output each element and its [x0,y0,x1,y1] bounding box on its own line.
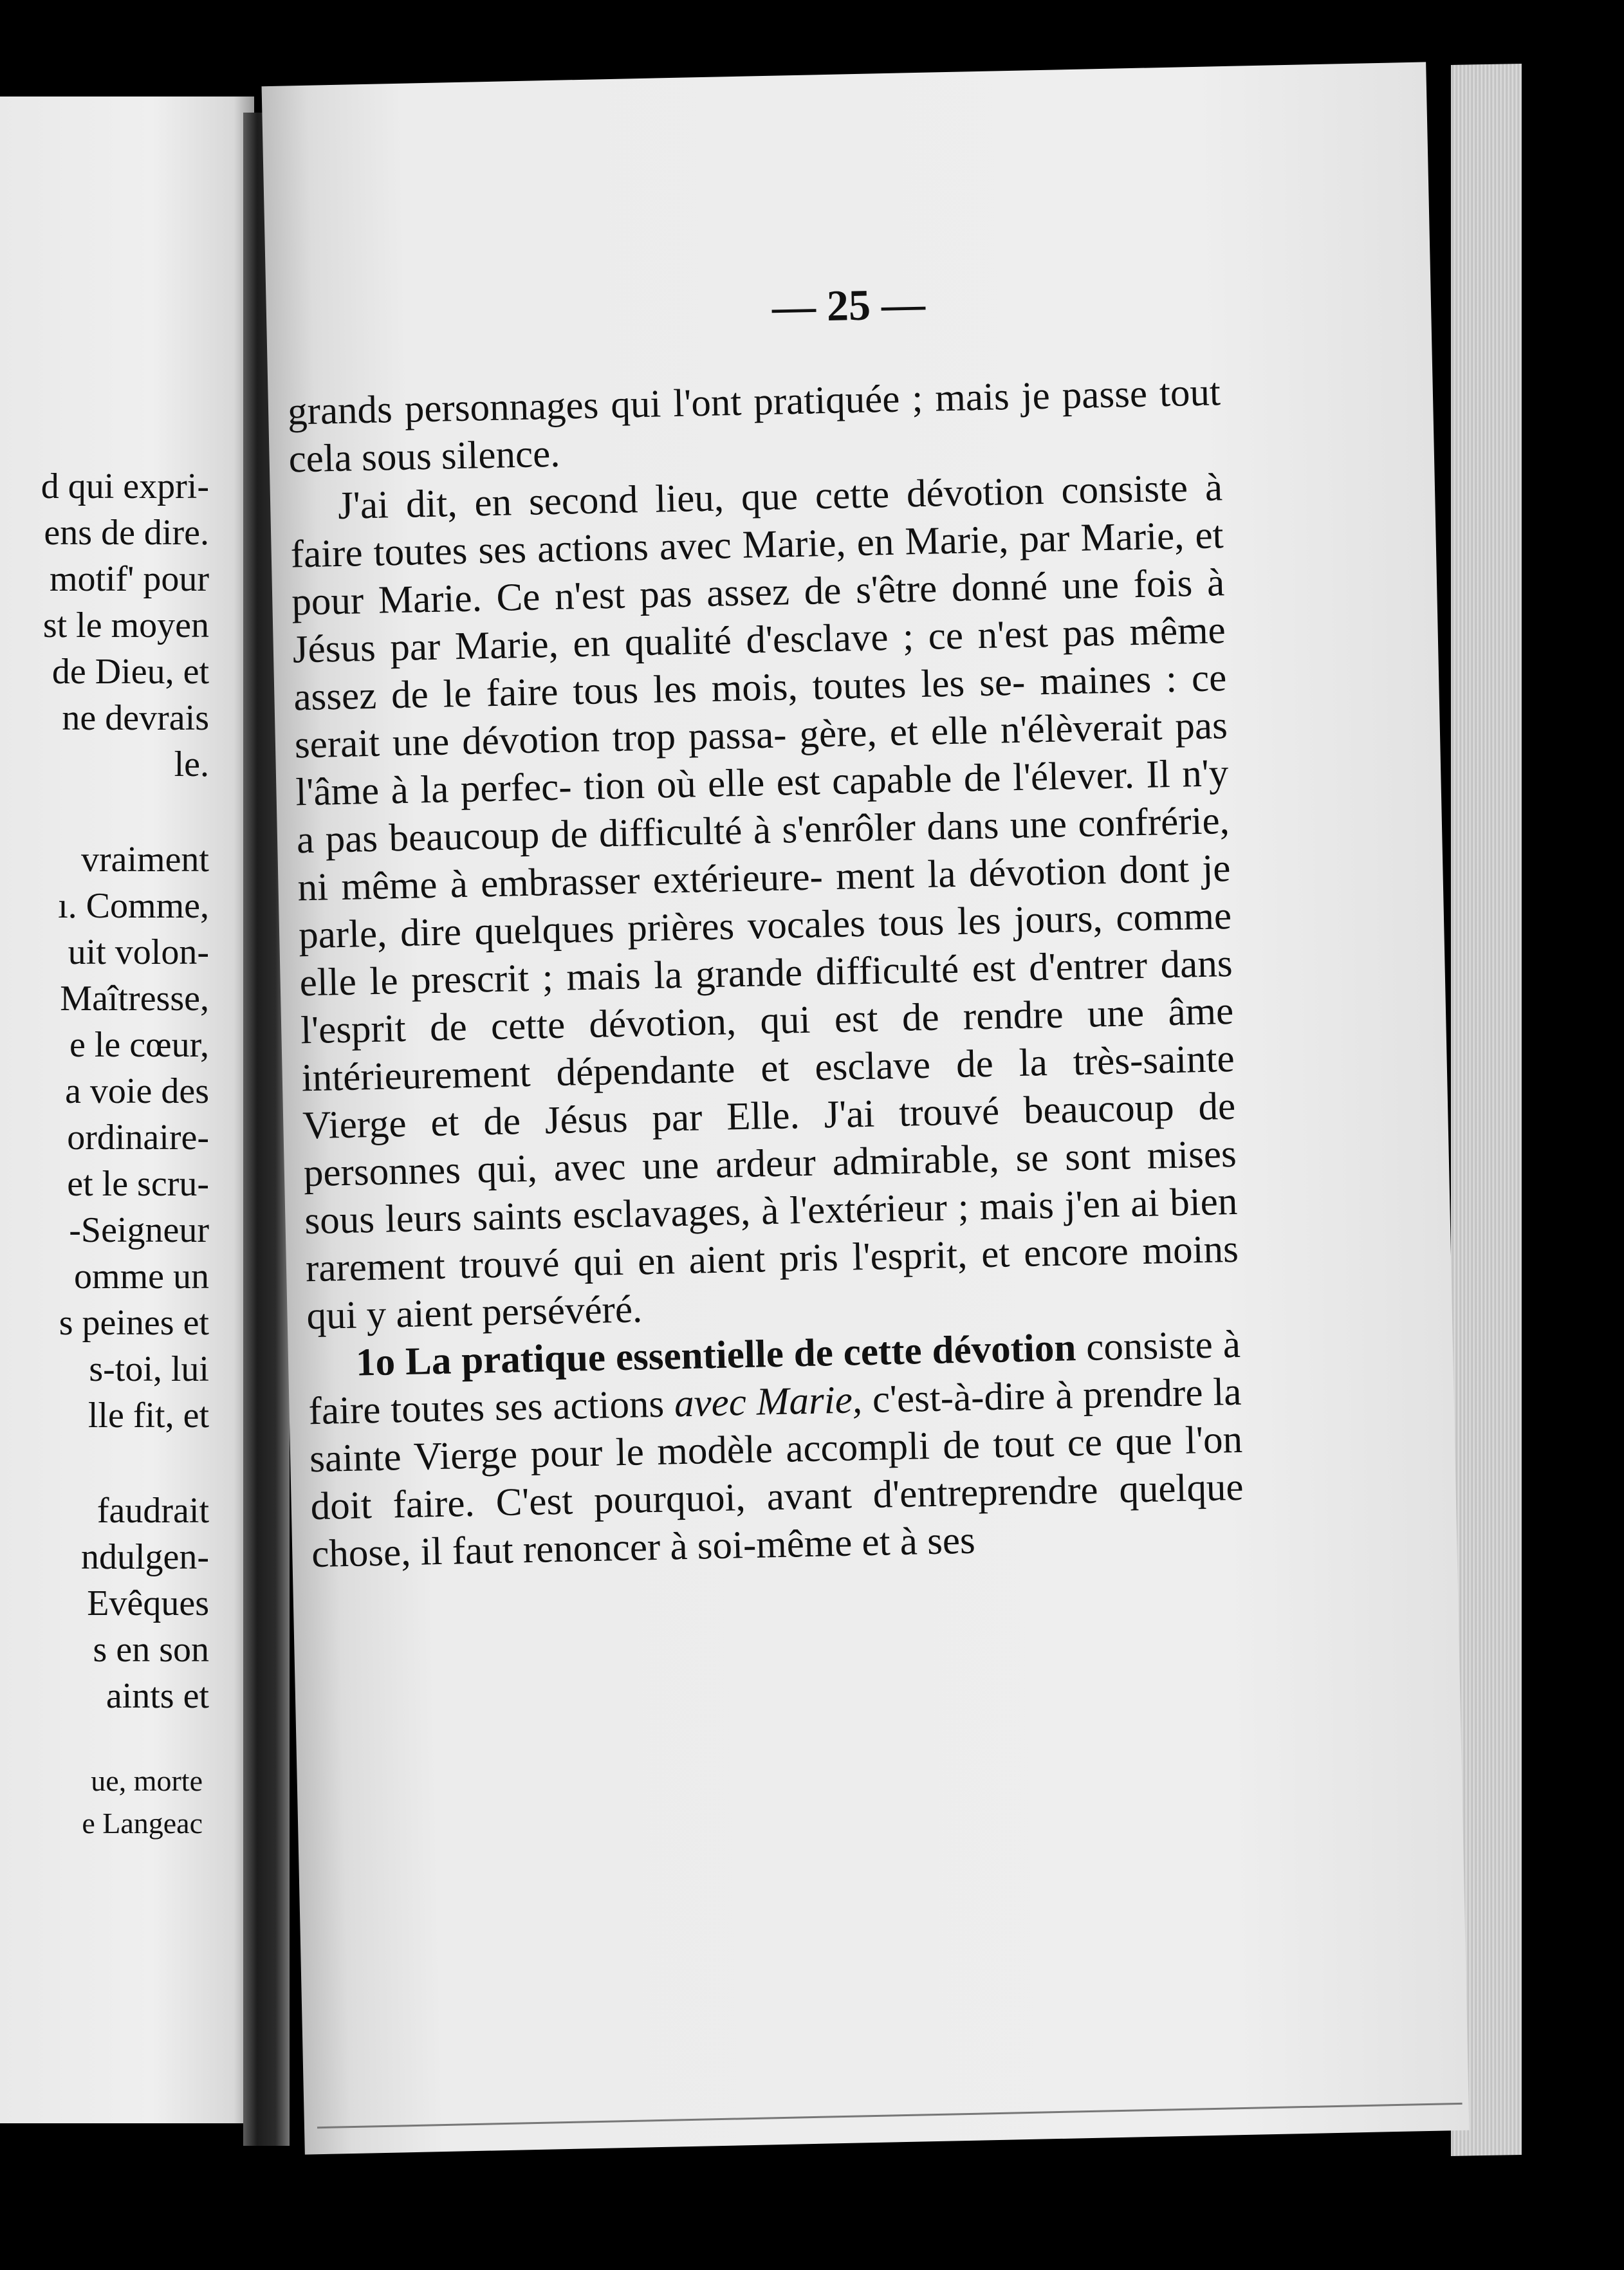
text-line: assez de le faire tous les mois, toutes les se- [293,660,1026,719]
left-text-line: d qui expri- [41,466,209,506]
left-text-line: s-toi, lui [89,1349,209,1389]
text-line: et encore moins qui y aient persévéré. [306,1227,1239,1338]
left-text-line: -Seigneur [69,1210,209,1250]
text-line: prescrit ; mais la grande difficulté est d'entrer [411,943,1148,1002]
page-number: — 25 — [771,279,926,331]
text-line: chose, il faut renoncer à soi-même et à ses [311,1518,976,1576]
left-text-line: Evêques [87,1583,209,1623]
left-text-line: de Dieu, et [51,652,209,692]
left-text-line: uit volon- [68,932,209,972]
page-bottom-edge [317,2103,1463,2128]
left-text-line: lle fit, et [88,1396,209,1435]
text-line: dans l'esprit de cette dévotion, qui est de rendre [300,942,1233,1053]
text-line: en Marie, par Marie, et pour Marie. Ce n'est [291,513,1224,624]
text-line: confrérie, ni même à embrasser extérieure- [297,799,1230,910]
text-line: une ardeur admirable, se sont mises sous leurs [304,1132,1237,1243]
previous-page [0,97,254,2123]
text-line: grands personnages qui l'ont pratiquée ; mais [287,375,1010,434]
left-text-line: aints et [106,1676,209,1716]
current-page [262,62,1470,2154]
left-text-line: e le cœur, [69,1025,209,1065]
text-line: tion où elle est capable de l'élever. Il n'y a pas [296,752,1229,862]
text-line: consiste à faire toutes ses actions avec Marie, [290,466,1223,577]
left-text-line: a voie des [65,1071,209,1111]
previous-page-text [41,463,209,1719]
text-line: de la très-sainte Vierge et de Jésus par Elle. [302,1037,1235,1148]
text-line: consiste à faire toutes ses actions [308,1322,1241,1434]
text-line: c'est-à-dire à prendre la sainte Vierge pour le [309,1370,1242,1481]
left-footnote-line: ue, morte [91,1764,203,1797]
left-text-line: ens de dire. [44,513,209,553]
text-line: bien rarement trouvé qui en aient pris l'esprit, [305,1179,1238,1291]
left-text-line: omme un [74,1257,209,1296]
text-line: une âme intérieurement dépendante et esclave [301,989,1234,1100]
left-text-line: le. [174,744,209,784]
text-line: beaucoup de difficulté à s'enrôler dans une [388,802,1067,860]
text-line: Marie, en qualité d'esclave ; ce n'est pas même [454,609,1226,669]
text-line: maines : ce serait une dévotion trop passa- [294,656,1227,767]
text-line: J'ai trouvé beaucoup de personnes qui, avec [303,1084,1236,1195]
text-line: modèle accompli de tout ce que l'on doit faire. [310,1417,1243,1529]
left-text-line: s peines et [59,1303,209,1343]
text-line: pas assez de s'être donné une fois à Jésus par [292,561,1225,672]
paragraph-gap [41,1439,209,1488]
left-text-line: vraiment [80,840,209,880]
paragraph-lead: 1o La pratique essentielle de cette dévotion [355,1326,1076,1385]
text-line: je passe tout cela sous silence. [288,371,1221,481]
text-line: saints esclavages, à l'extérieur ; mais j'en ai [472,1181,1159,1239]
left-text-line: s en son [93,1630,209,1670]
left-text-line: ne devrais [62,698,209,738]
text-line: J'ai dit, en second lieu, que cette dévotion [337,469,1045,528]
left-text-line: ı. Comme, [58,886,209,926]
paragraph-practice [307,1321,1244,1578]
previous-page-footnote [82,1760,203,1845]
text-line: gère, et elle n'élèverait pas l'âme à la perfec- [295,704,1228,815]
left-text-line: st le moyen [42,605,209,645]
paragraph-second-point [289,464,1240,1340]
italic-emphasis: avec Marie, [674,1378,863,1426]
left-text-line: ordinaire- [67,1118,209,1158]
text-line: prières vocales tous les jours, comme elle le [299,894,1232,1005]
left-text-line: faudrait [97,1491,209,1531]
left-text-line: et le scru- [67,1164,209,1204]
left-text-line: Maîtresse, [60,979,209,1019]
text-line: C'est pourquoi, avant d'entreprendre quelque [495,1465,1244,1525]
left-text-line: motif' pour [49,559,209,599]
left-footnote-line: e Langeac [82,1807,203,1840]
left-text-line: ndulgen- [80,1537,209,1577]
text-line: ment la dévotion dont je parle, dire quelques [298,847,1232,957]
page-body [287,369,1244,1578]
paragraph-gap [41,788,209,836]
